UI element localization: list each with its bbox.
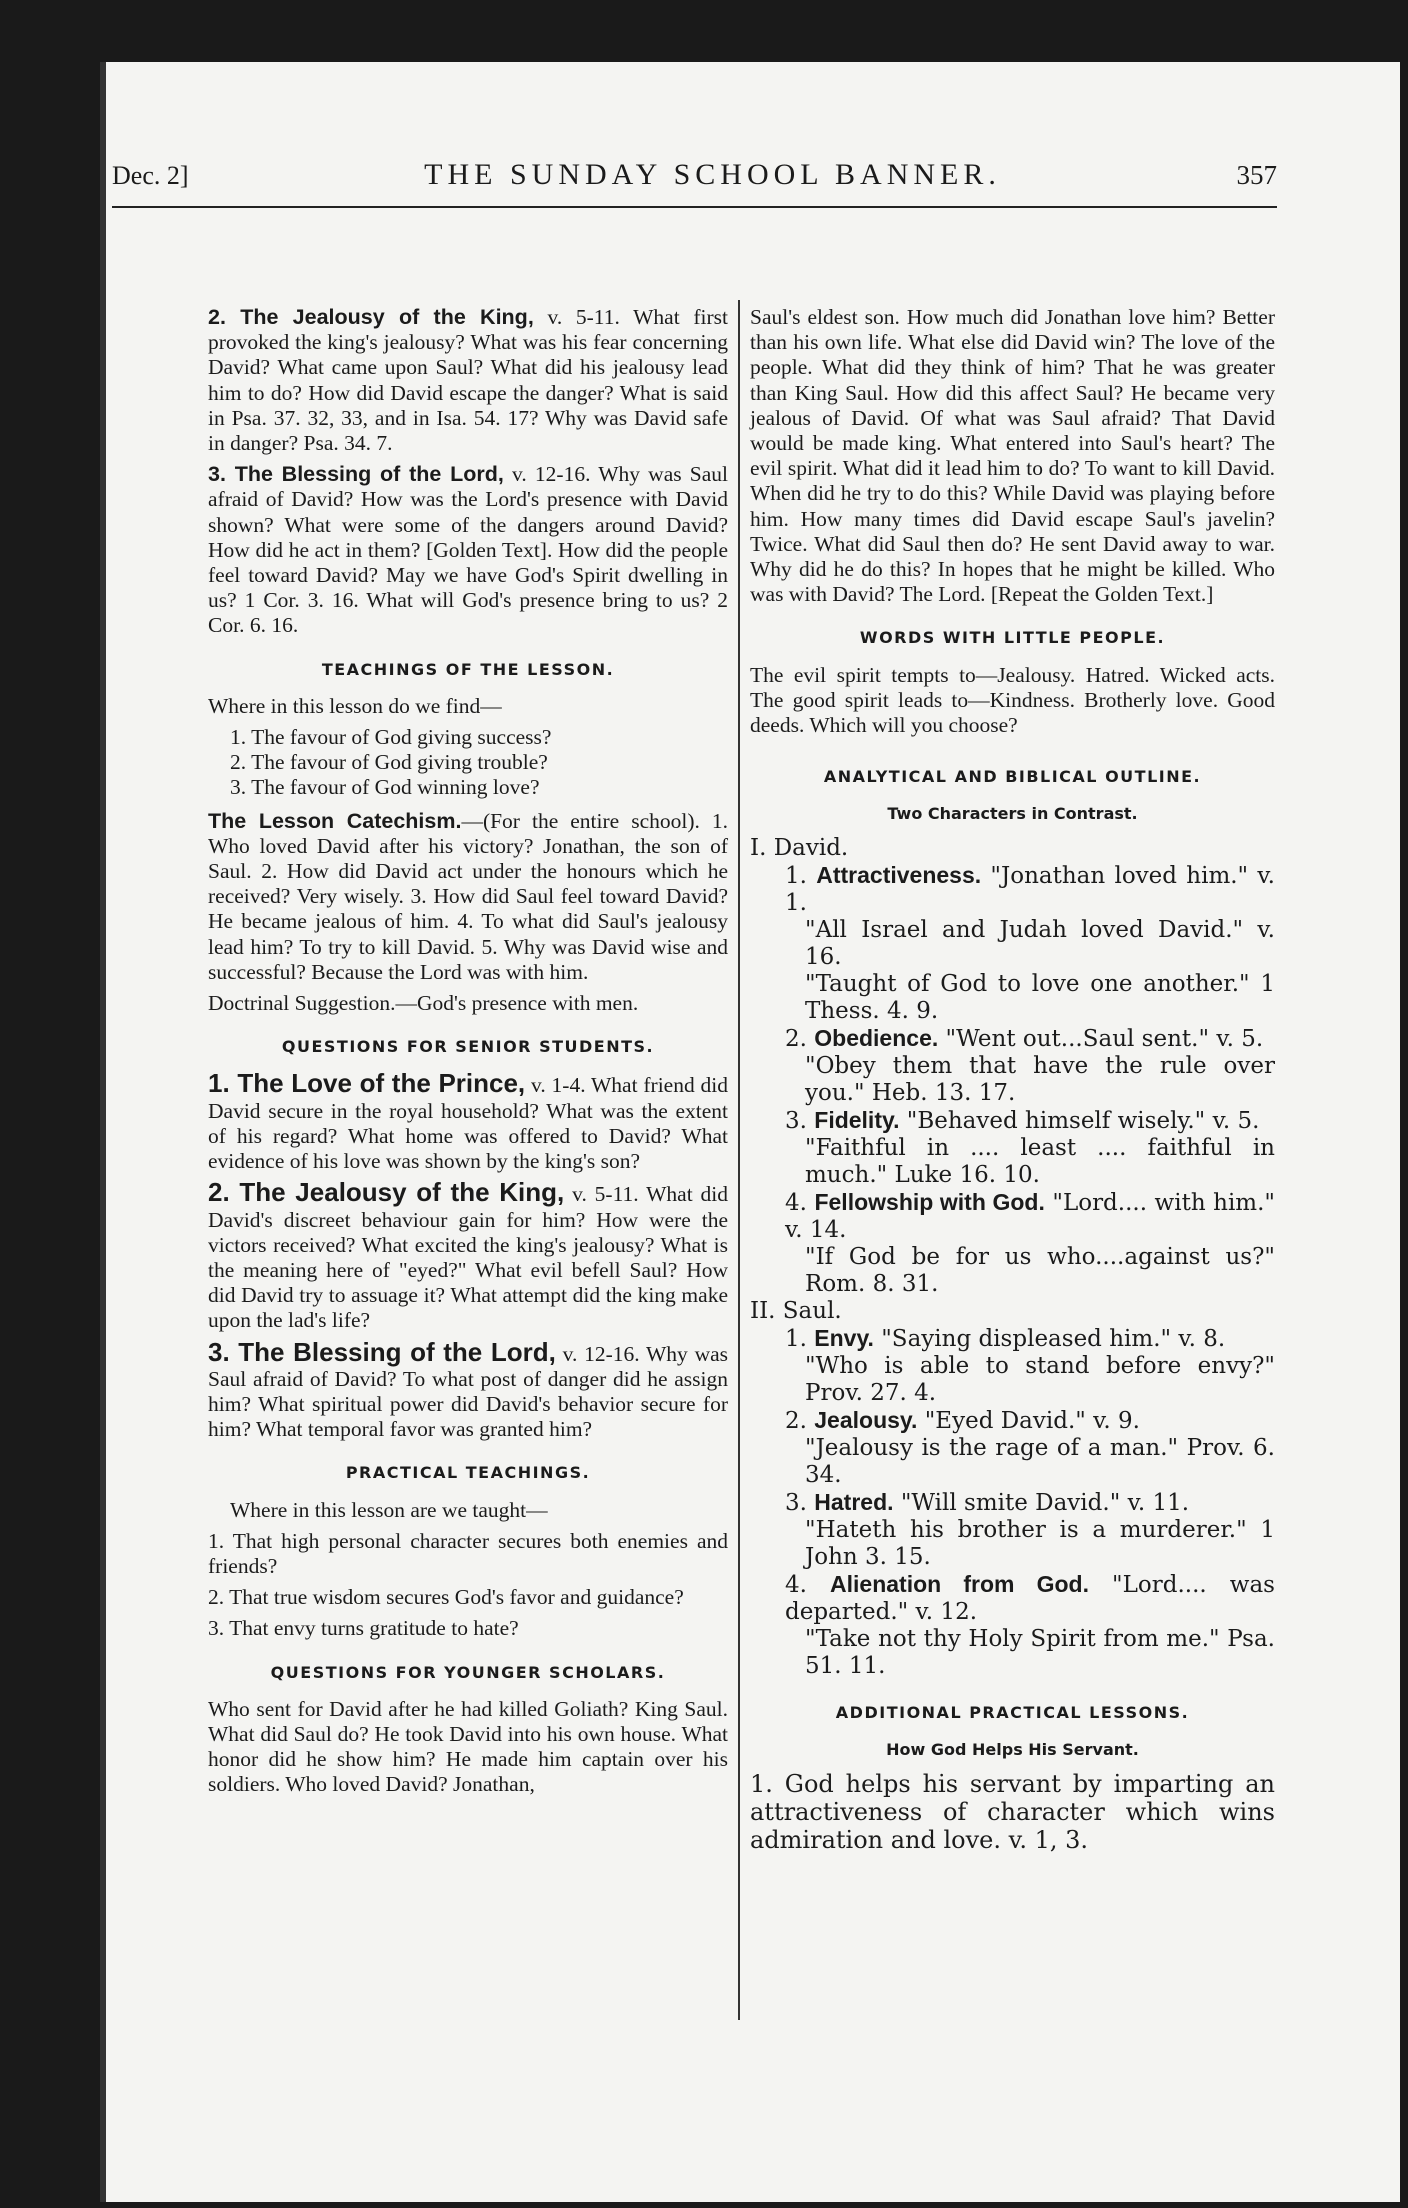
item-heading: Jealousy.	[814, 1406, 918, 1433]
page-header	[112, 158, 1277, 208]
outline-part-saul: II. Saul.	[750, 1297, 842, 1324]
outline-item	[750, 1189, 1275, 1244]
outline-citation: "Obey them that have the rule over you." Heb. 13. 17.	[805, 1052, 1275, 1106]
item-heading: Fidelity.	[814, 1106, 900, 1133]
header-date: Dec. 2]	[112, 161, 189, 190]
list-item: 1. The favour of God giving success?	[230, 725, 552, 750]
paragraph-text: v. 1-4. What friend did David secure in the royal household? What was the extent of his regard? What home was offered to David? What evidence of his love was shown by the king's son?	[208, 1073, 728, 1174]
younger-text: Who sent for David after he had killed Goliath? King Saul. What did Saul do? He took David into his own house. What honor did he show him? He made him captain over his soldiers. Who loved David? Jonathan,	[208, 1696, 728, 1797]
practical-intro: Where in this lesson are we taught—	[230, 1497, 548, 1522]
item-number: 4.	[785, 1571, 807, 1598]
doctrinal-suggestion: Doctrinal Suggestion.—God's presence with men.	[208, 991, 639, 1016]
item-quote: "Behaved himself wisely." v. 5.	[899, 1107, 1260, 1134]
item-quote: "Went out...Saul sent." v. 5.	[938, 1025, 1264, 1052]
paragraph-text: v. 5-11. What first provoked the king's jealousy? What was his fear concerning David? What came upon Saul? What did his jealousy lead him to do? How did David escape the danger? What is said in Psa. 37. 32, 33, and in Isa. 54. 17? Why was David safe in danger? Psa. 34. 7.	[208, 305, 728, 456]
item-number: 3.	[785, 1489, 807, 1516]
item-heading: Alienation from God.	[830, 1570, 1089, 1597]
outline-heading: ANALYTICAL AND BIBLICAL OUTLINE.	[823, 767, 1202, 787]
item-number: 2.	[785, 1407, 807, 1434]
item-heading: Fellowship with God.	[814, 1188, 1045, 1215]
outline-item	[750, 862, 1275, 917]
item-number: 3.	[785, 1107, 807, 1134]
item-heading: Hatred.	[814, 1488, 894, 1515]
item-quote: "Eyed David." v. 9.	[917, 1407, 1140, 1434]
catechism-paragraph	[208, 809, 728, 985]
header-title: THE SUNDAY SCHOOL BANNER.	[424, 158, 1001, 191]
outline-item	[750, 1025, 1275, 1053]
paragraph-text: v. 12-16. Why was Saul afraid of David? To what post of danger did he assign him? What spiritual power did David's behavior secure for him? What temporal favor was granted him?	[208, 1341, 729, 1442]
item-quote: "Will smite David." v. 11.	[893, 1489, 1190, 1516]
little-people-text: The evil spirit tempts to—Jealousy. Hatred. Wicked acts. The good spirit leads to—Kindness. Brotherly love. Good deeds. Which will you choose?	[750, 662, 1275, 738]
list-item: 1. That high personal character secures both enemies and friends?	[208, 1528, 728, 1578]
senior-heading: QUESTIONS FOR SENIOR STUDENTS.	[281, 1037, 655, 1057]
page-number: 357	[1236, 160, 1277, 190]
left-column	[208, 305, 728, 1804]
item-heading: Attractiveness.	[816, 861, 982, 888]
outline-subheading: Two Characters in Contrast.	[887, 804, 1138, 824]
right-column	[750, 305, 1275, 1860]
section-heading: 2. The Jealousy of the King,	[208, 305, 534, 329]
section-heading: 1. The Love of the Prince,	[208, 1068, 526, 1099]
outline-citation: "Who is able to stand before envy?" Prov. 27. 4.	[805, 1352, 1275, 1406]
outline-citation: "Taught of God to love one another." 1 Thess. 4. 9.	[805, 970, 1275, 1024]
item-quote: "Lord.... with him." v. 14.	[785, 1189, 1276, 1243]
paragraph-jealousy	[208, 305, 728, 456]
paragraph-blessing	[208, 462, 728, 638]
outline-citation: "Take not thy Holy Spirit from me." Psa. 51. 11.	[805, 1625, 1275, 1679]
outline-citation: "If God be for us who....against us?" Rom. 8. 31.	[805, 1243, 1275, 1297]
practical-heading: PRACTICAL TEACHINGS.	[345, 1463, 591, 1483]
outline-part-david: I. David.	[750, 834, 849, 861]
item-number: 4.	[785, 1189, 807, 1216]
teachings-heading: TEACHINGS OF THE LESSON.	[321, 659, 615, 679]
item-number: 1.	[785, 862, 807, 889]
item-heading: Envy.	[814, 1324, 874, 1351]
column-divider	[738, 300, 740, 2020]
outline	[750, 835, 1275, 1680]
list-item: 2. That true wisdom secures God's favor and guidance?	[208, 1585, 684, 1610]
teachings-intro: Where in this lesson do we find—	[208, 693, 502, 718]
item-quote: "Lord.... was departed." v. 12.	[785, 1571, 1275, 1625]
outline-citation: "Hateth his brother is a murderer." 1 John 3. 15.	[805, 1516, 1275, 1570]
section-heading: 2. The Jealousy of the King,	[208, 1177, 565, 1208]
additional-heading: ADDITIONAL PRACTICAL LESSONS.	[835, 1702, 1190, 1722]
item-heading: Obedience.	[814, 1024, 939, 1051]
item-quote: "Saying displeased him." v. 8.	[873, 1325, 1226, 1352]
younger-heading: QUESTIONS FOR YOUNGER SCHOLARS.	[270, 1662, 666, 1682]
senior-q1	[208, 1068, 728, 1174]
section-heading: 3. The Blessing of the Lord,	[208, 1336, 556, 1367]
list-item: 3. The favour of God winning love?	[230, 775, 540, 800]
outline-citation: "Faithful in .... least .... faithful in much." Luke 16. 10.	[805, 1134, 1275, 1188]
outline-item	[750, 1407, 1275, 1435]
list-item: 3. That envy turns gratitude to hate?	[208, 1616, 519, 1641]
item-number: 1.	[785, 1325, 807, 1352]
paragraph-text: v. 12-16. Why was Saul afraid of David? How was the Lord's presence with David shown? What were some of the dangers around David? How did he act in them? [Golden Text]. How did the people feel toward David? May we have God's Spirit dwelling in us? 1 Cor. 3. 16. What will God's presence bring to us? 2 Cor. 6. 16.	[208, 462, 728, 638]
catechism-heading: The Lesson Catechism.	[208, 808, 462, 833]
catechism-text: —(For the entire school). 1. Who loved David after his victory? Jonathan, the son of Saul. 2. How did David act under the honours which he received? Very wisely. 3. How did Saul feel toward David? He became jealous of him. 4. To what did Saul's jealousy lead him? To try to kill David. 5. Why was David wise and successful? Because the Lord was with him.	[208, 808, 729, 984]
outline-citation: "Jealousy is the rage of a man." Prov. 6. 34.	[805, 1434, 1275, 1488]
senior-q3	[208, 1336, 729, 1443]
outline-item	[750, 1571, 1275, 1626]
continued-text: Saul's eldest son. How much did Jonathan love him? Better than his own life. What else did David win? The love of the people. What did they think of him? That he was greater than King Saul. How did this affect Saul? He became very jealous of David. Of what was Saul afraid? That David would be made king. What entered into Saul's heart? The evil spirit. What did it lead him to do? To want to kill David. When did he try to do this? While David was playing before him. How many times did David escape Saul's javelin? Twice. What did Saul then do? He sent David away to war. Why did he do this? In hopes that he might be killed. Who was with David? The Lord. [Repeat the Golden Text.]	[750, 305, 1275, 607]
outline-citation: "All Israel and Judah loved David." v. 16.	[805, 916, 1275, 970]
additional-text: 1. God helps his servant by imparting an attractiveness of character which wins admiration and love. v. 1, 3.	[750, 1770, 1275, 1855]
list-item: 2. The favour of God giving trouble?	[230, 750, 548, 775]
item-quote: "Jonathan loved him." v. 1.	[785, 862, 1275, 916]
section-heading: 3. The Blessing of the Lord,	[208, 462, 504, 487]
outline-item	[750, 1107, 1275, 1135]
additional-subheading: How God Helps His Servant.	[886, 1739, 1139, 1759]
paragraph-text: v. 5-11. What did David's discreet behaviour gain for him? How were the victors received? What excited the king's jealousy? What is the meaning here of "eyed?" What evil befell Saul? How did David try to assuage it? What attempt did the king make upon the lad's life?	[208, 1182, 729, 1333]
little-people-heading: WORDS WITH LITTLE PEOPLE.	[859, 628, 1166, 648]
outline-item	[750, 1489, 1275, 1517]
item-number: 2.	[785, 1025, 807, 1052]
outline-item	[750, 1325, 1275, 1353]
senior-q2	[208, 1177, 729, 1333]
